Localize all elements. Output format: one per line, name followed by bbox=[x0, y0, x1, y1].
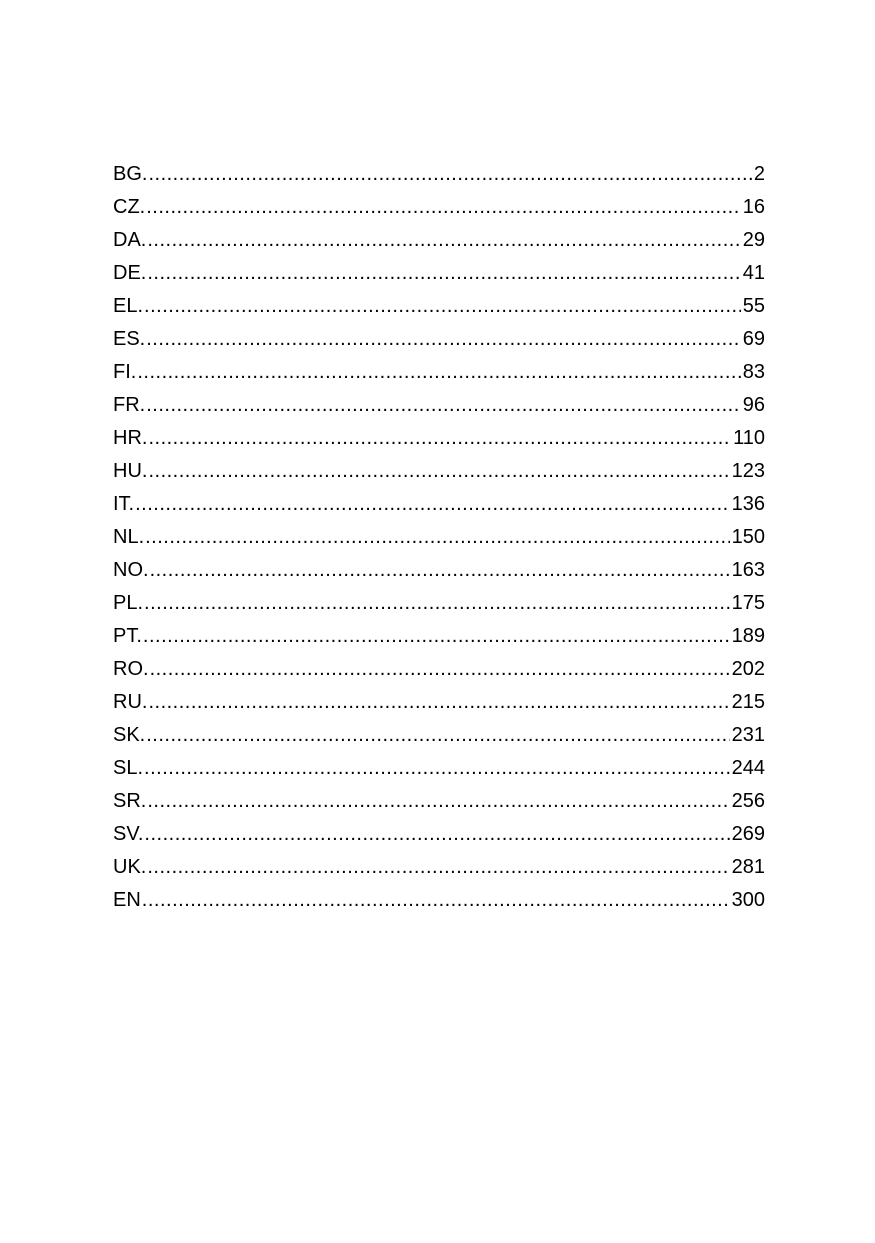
toc-entry-ro bbox=[113, 653, 765, 686]
toc-language-code: NL. bbox=[113, 526, 145, 548]
toc-entry-sk bbox=[113, 719, 765, 752]
toc-entry-bg bbox=[113, 158, 765, 191]
toc-entry-fr bbox=[113, 389, 765, 422]
toc-dot-leader bbox=[150, 653, 730, 686]
toc-page-number: 215 bbox=[731, 691, 765, 713]
toc-entry-hr bbox=[113, 422, 765, 455]
toc-dot-leader bbox=[150, 554, 730, 587]
toc-entry-sl bbox=[113, 752, 765, 785]
toc-language-code: CZ. bbox=[113, 196, 146, 218]
toc-dot-leader bbox=[147, 785, 729, 818]
toc-entry-sr bbox=[113, 785, 765, 818]
toc-language-code: RU. bbox=[113, 691, 148, 713]
toc-page-number: 150 bbox=[731, 526, 765, 548]
toc-dot-leader bbox=[148, 422, 731, 455]
toc-language-code: ES. bbox=[113, 328, 146, 350]
toc-language-code: HU. bbox=[113, 460, 148, 482]
toc-language-code: UK. bbox=[113, 856, 147, 878]
toc-page-number: 202 bbox=[731, 658, 765, 680]
toc-page-number: 281 bbox=[731, 856, 765, 878]
toc-entry-uk bbox=[113, 851, 765, 884]
toc-language-code: EL. bbox=[113, 295, 144, 317]
toc-page-number: 96 bbox=[742, 394, 765, 416]
toc-entry-hu bbox=[113, 455, 765, 488]
toc-dot-leader bbox=[147, 224, 740, 257]
toc-page-number: 136 bbox=[731, 493, 765, 515]
toc-language-code: SL. bbox=[113, 757, 144, 779]
toc-page-number: 29 bbox=[742, 229, 765, 251]
table-of-contents bbox=[113, 158, 765, 917]
toc-language-code: RO. bbox=[113, 658, 149, 680]
toc-language-code: NO. bbox=[113, 559, 149, 581]
toc-language-code: EN bbox=[113, 889, 141, 911]
toc-language-code: HR. bbox=[113, 427, 148, 449]
toc-page-number: 2 bbox=[753, 163, 765, 185]
toc-page-number: 163 bbox=[731, 559, 765, 581]
toc-page-number: 189 bbox=[731, 625, 765, 647]
toc-dot-leader bbox=[146, 191, 741, 224]
toc-language-code: PL. bbox=[113, 592, 144, 614]
toc-entry-el bbox=[113, 290, 765, 323]
toc-language-code: PT. bbox=[113, 625, 142, 647]
toc-dot-leader bbox=[148, 455, 729, 488]
toc-entry-cz bbox=[113, 191, 765, 224]
toc-entry-fi bbox=[113, 356, 765, 389]
toc-dot-leader bbox=[144, 290, 741, 323]
toc-entry-de bbox=[113, 257, 765, 290]
toc-dot-leader bbox=[143, 620, 730, 653]
toc-page-number: 16 bbox=[742, 196, 765, 218]
toc-language-code: BG. bbox=[113, 163, 148, 185]
toc-page-number: 41 bbox=[742, 262, 765, 284]
toc-entry-pl bbox=[113, 587, 765, 620]
toc-dot-leader bbox=[135, 488, 730, 521]
toc-dot-leader bbox=[147, 257, 740, 290]
toc-language-code: IT. bbox=[113, 493, 135, 515]
toc-dot-leader bbox=[148, 686, 729, 719]
toc-dot-leader bbox=[146, 389, 741, 422]
toc-entry-nl bbox=[113, 521, 765, 554]
toc-page-number: 244 bbox=[731, 757, 765, 779]
toc-entry-ru bbox=[113, 686, 765, 719]
toc-dot-leader bbox=[146, 323, 741, 356]
toc-page-number: 55 bbox=[742, 295, 765, 317]
toc-dot-leader bbox=[144, 752, 730, 785]
toc-entry-it bbox=[113, 488, 765, 521]
toc-language-code: SV. bbox=[113, 823, 144, 845]
toc-dot-leader bbox=[147, 851, 729, 884]
toc-language-code: SR. bbox=[113, 790, 147, 812]
toc-dot-leader bbox=[144, 587, 730, 620]
toc-dot-leader bbox=[144, 818, 729, 851]
toc-page-number: 123 bbox=[731, 460, 765, 482]
toc-language-code: SK. bbox=[113, 724, 146, 746]
toc-page-number: 83 bbox=[742, 361, 765, 383]
toc-language-code: FR. bbox=[113, 394, 146, 416]
toc-dot-leader bbox=[148, 158, 751, 191]
toc-entry-es bbox=[113, 323, 765, 356]
toc-language-code: DE. bbox=[113, 262, 147, 284]
toc-dot-leader bbox=[146, 719, 729, 752]
toc-page-number: 231 bbox=[731, 724, 765, 746]
toc-page-number: 175 bbox=[731, 592, 765, 614]
toc-entry-da bbox=[113, 224, 765, 257]
toc-dot-leader bbox=[137, 356, 740, 389]
toc-language-code: DA. bbox=[113, 229, 147, 251]
toc-page-number: 110 bbox=[733, 427, 765, 449]
toc-page-number: 256 bbox=[731, 790, 765, 812]
toc-language-code: FI. bbox=[113, 361, 137, 383]
toc-entry-pt bbox=[113, 620, 765, 653]
toc-entry-sv bbox=[113, 818, 765, 851]
toc-entry-en bbox=[113, 884, 765, 917]
toc-page-number: 69 bbox=[742, 328, 765, 350]
toc-entry-no bbox=[113, 554, 765, 587]
toc-dot-leader bbox=[142, 884, 730, 917]
toc-page-number: 269 bbox=[731, 823, 765, 845]
toc-dot-leader bbox=[145, 521, 730, 554]
toc-page-number: 300 bbox=[731, 889, 765, 911]
